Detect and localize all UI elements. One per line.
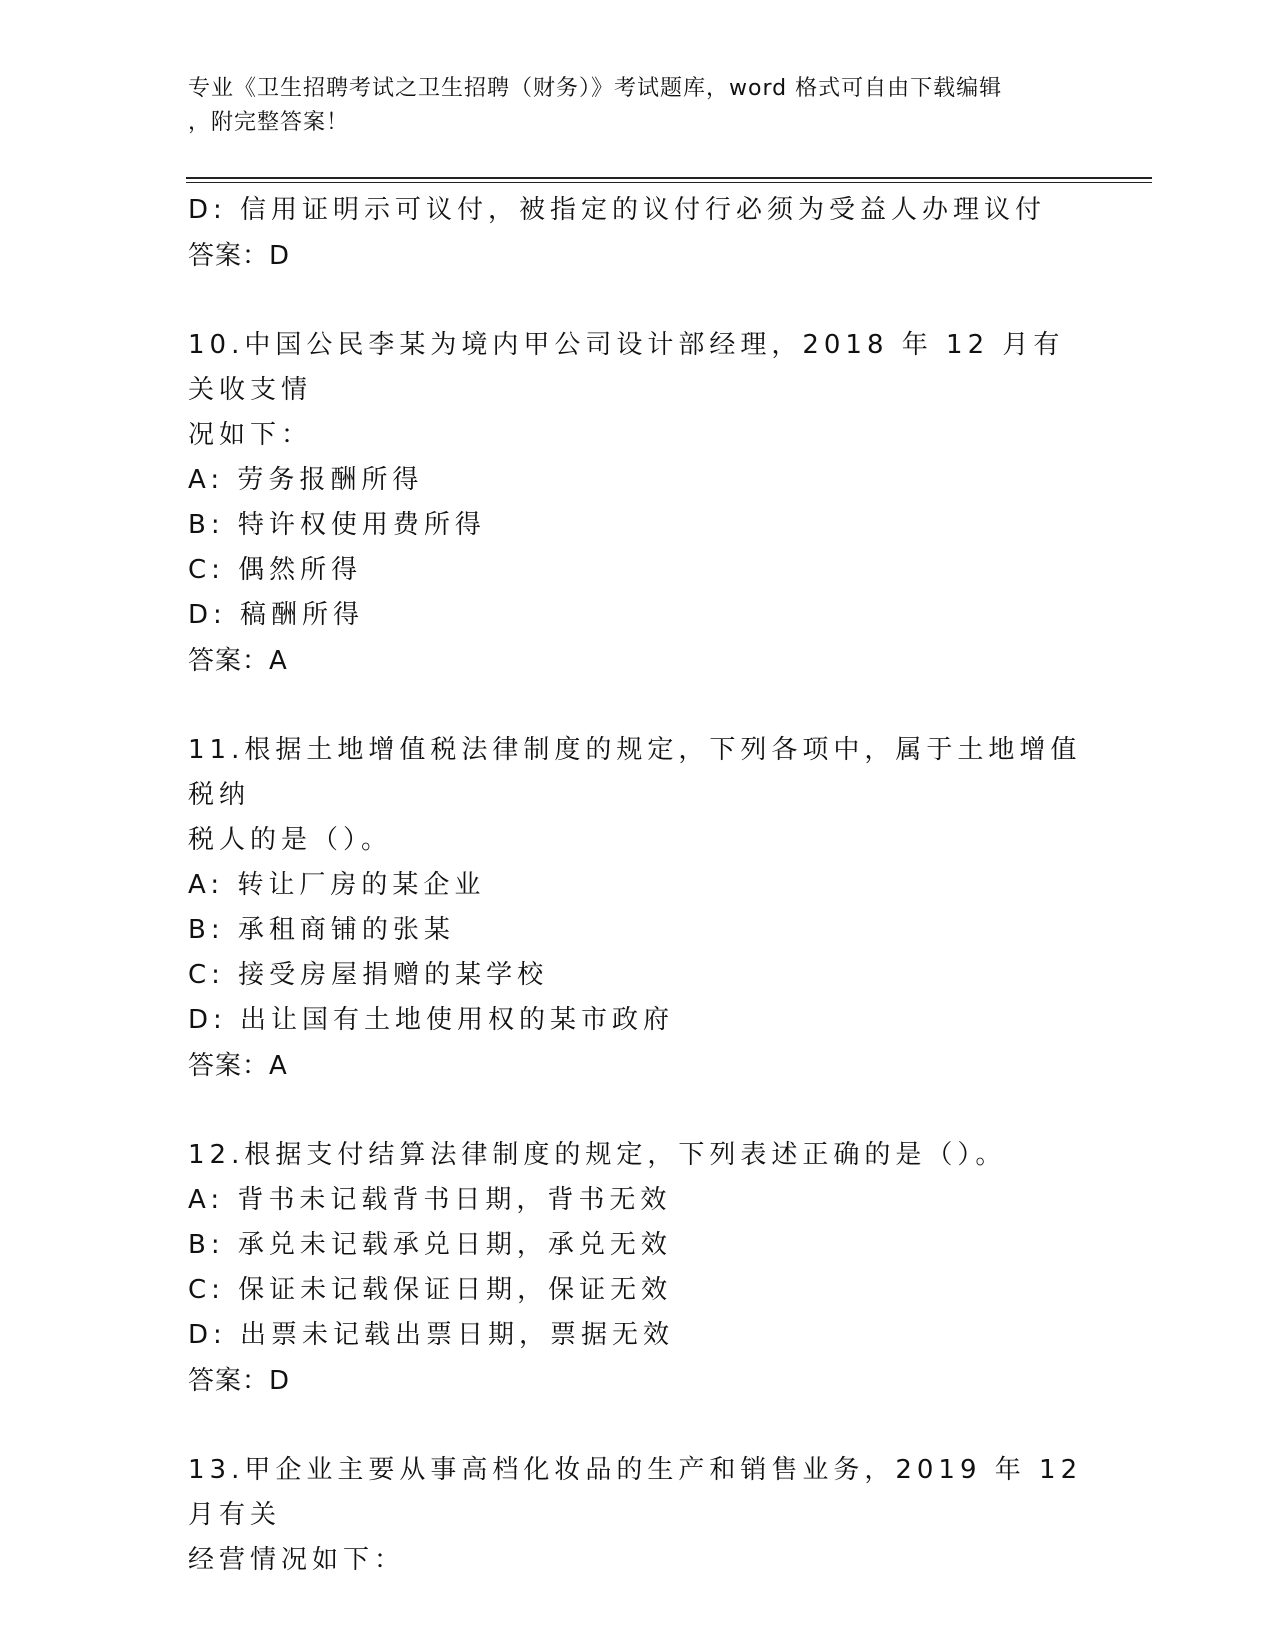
q13-stem-line-1: 13.甲企业主要从事高档化妆品的生产和销售业务，2019 年 12 月有关 [188, 1455, 1083, 1530]
header-rule-thin [186, 182, 1152, 183]
header-rule-thick [186, 177, 1152, 179]
q10-answer: 答案：A [188, 646, 288, 676]
q11-option-d: D: 出让国有土地使用权的某市政府 [188, 1005, 675, 1035]
q12-option-a: A: 背书未记载背书日期，背书无效 [188, 1185, 672, 1215]
header-line-2: ，附完整答案！ [188, 110, 350, 135]
q10-stem-line-1: 10.中国公民李某为境内甲公司设计部经理，2018 年 12 月有关收支情 [188, 330, 1065, 405]
q11-option-c: C: 接受房屋捐赠的某学校 [188, 960, 549, 990]
q10-option-a: A: 劳务报酬所得 [188, 465, 424, 495]
q12-stem-line-1: 12.根据支付结算法律制度的规定，下列表述正确的是（）。 [188, 1140, 1007, 1170]
q10-option-c: C: 偶然所得 [188, 555, 363, 585]
q10-stem-line-2: 况如下： [188, 420, 313, 450]
q11-answer: 答案：A [188, 1051, 288, 1081]
q12-answer: 答案：D [188, 1366, 291, 1396]
header-line-1: 专业《卫生招聘考试之卫生招聘（财务）》考试题库，word 格式可自由下载编辑 [188, 76, 1003, 101]
q12-option-b: B: 承兑未记载承兑日期，承兑无效 [188, 1230, 672, 1260]
q11-option-a: A: 转让厂房的某企业 [188, 870, 486, 900]
q11-stem-line-2: 税人的是（）。 [188, 825, 393, 855]
q9-answer: 答案：D [188, 241, 291, 271]
q10-option-d: D: 稿酬所得 [188, 600, 365, 630]
q12-option-c: C: 保证未记载保证日期，保证无效 [188, 1275, 673, 1305]
q11-option-b: B: 承租商铺的张某 [188, 915, 455, 945]
q11-stem-line-1: 11.根据土地增值税法律制度的规定，下列各项中，属于土地增值税纳 [188, 735, 1082, 810]
page-header [188, 72, 1068, 140]
question-list [188, 188, 1088, 1583]
q13-stem-line-2: 经营情况如下： [188, 1545, 406, 1575]
q10-option-b: B: 特许权使用费所得 [188, 510, 486, 540]
q9-option-d: D: 信用证明示可议付，被指定的议付行必须为受益人办理议付 [188, 195, 1047, 225]
q12-option-d: D: 出票未记载出票日期，票据无效 [188, 1320, 675, 1350]
